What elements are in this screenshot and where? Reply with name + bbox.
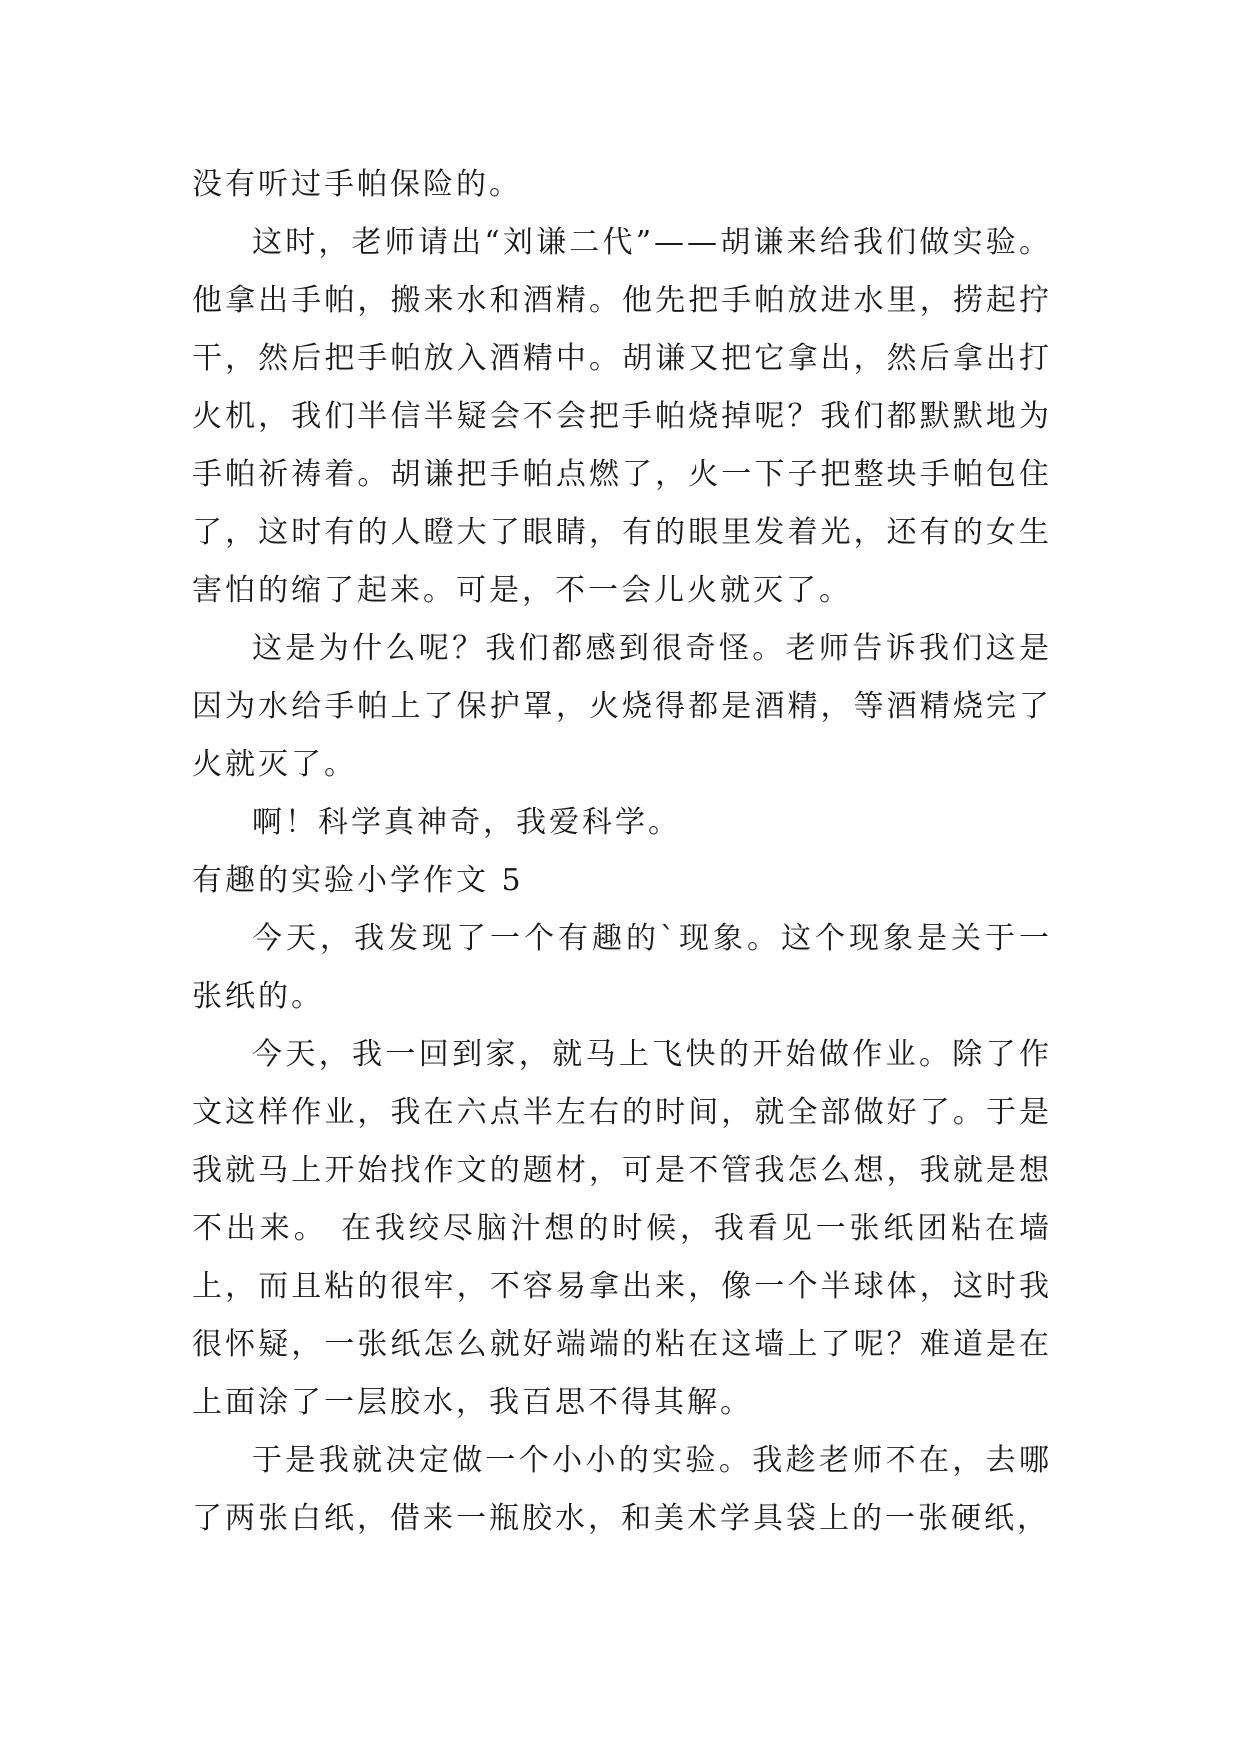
paragraph-explanation: 这是为什么呢？我们都感到很奇怪。老师告诉我们这是因为水给手帕上了保护罩，火烧得都是酒精，等酒精烧完了火就灭了。 bbox=[192, 631, 1052, 782]
paragraph-homework: 今天，我一回到家，就马上飞快的开始做作业。除了作文这样作业，我在六点半左右的时间，就全部做好了。于是我就马上开始找作文的题材，可是不管我怎么想，我就是想不出来。 在我绞尽脑汁想的时候，我看见一张纸团粘在墙上，而且粘的很牢，不容易拿出来，像一个半球体，这时我很怀疑，一张纸怎么就好端端的粘在这墙上了呢？难道是在上面涂了一层胶水，我百思不得其解。 bbox=[192, 1037, 1052, 1420]
paragraph-experiment: 这时，老师请出“刘谦二代”——胡谦来给我们做实验。他拿出手帕，搬来水和酒精。他先把手帕放进水里，捞起拧干，然后把手帕放入酒精中。胡谦又把它拿出，然后拿出打火机，我们半信半疑会不会把手帕烧掉呢？我们都默默地为手帕祈祷着。胡谦把手帕点燃了，火一下子把整块手帕包住了，这时有的人瞪大了眼睛，有的眼里发着光，还有的女生害怕的缩了起来。可是，不一会儿火就灭了。 bbox=[192, 225, 1052, 608]
continuation-text: 没有听过手帕保险的。 bbox=[192, 167, 522, 202]
document-body bbox=[192, 156, 1052, 1548]
paragraph-intro: 今天，我发现了一个有趣的`现象。这个现象是关于一张纸的。 bbox=[192, 921, 1052, 1014]
paragraph-exclamation: 啊！科学真神奇，我爱科学。 bbox=[252, 805, 681, 840]
section-title: 有趣的实验小学作文 5 bbox=[192, 863, 524, 898]
paragraph-decision: 于是我就决定做一个小小的实验。我趁老师不在，去哪了两张白纸，借来一瓶胶水，和美术学具袋上的一张硬纸， bbox=[192, 1443, 1052, 1536]
